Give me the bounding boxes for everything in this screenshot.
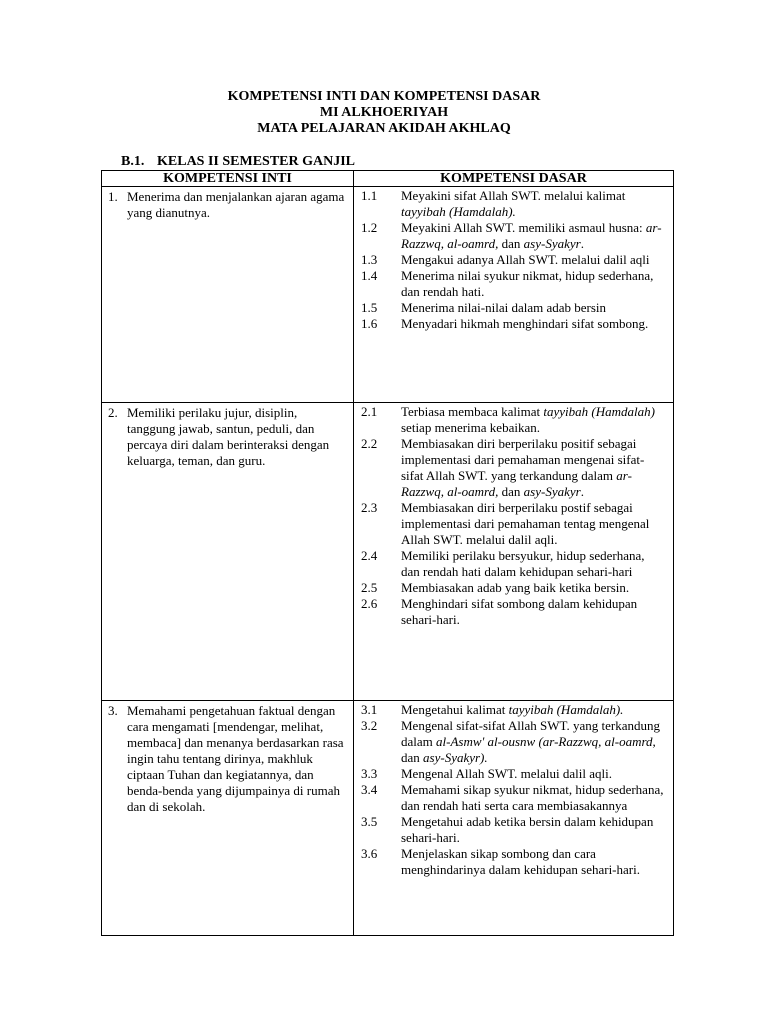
kd-item <box>361 436 665 500</box>
kd-number: 1.6 <box>361 316 378 331</box>
kd-text <box>401 846 665 878</box>
kd-list <box>354 701 673 881</box>
kompetensi-inti-item <box>102 701 353 815</box>
kd-text-run: Mengetahui adab ketika bersin dalam kehidupan sehari-hari. <box>401 814 654 845</box>
kd-text <box>401 766 665 782</box>
kd-text-run: dan <box>498 484 524 499</box>
kd-text-run: dan <box>498 236 524 251</box>
kd-item <box>361 500 665 548</box>
kd-number: 2.4 <box>361 548 378 563</box>
kd-text-run: Menjelaskan sikap sombong dan cara menghindarinya dalam kehidupan sehari-hari. <box>401 846 640 877</box>
kd-number: 1.3 <box>361 252 378 267</box>
ki-text: Memiliki perilaku jujur, disiplin, tanggung jawab, santun, peduli, dan percaya diri dalam berinteraksi dengan keluarga, teman, dan guru. <box>127 405 330 468</box>
kompetensi-dasar-cell <box>354 403 674 701</box>
kd-item <box>361 220 665 252</box>
kd-text <box>401 596 665 628</box>
table-row <box>102 403 674 701</box>
section-title: KELAS II SEMESTER GANJIL <box>157 154 356 169</box>
ki-number: 3. <box>108 703 118 718</box>
doc-title-line-1: KOMPETENSI INTI DAN KOMPETENSI DASAR <box>227 89 541 104</box>
kd-text-italic: ar-Razzwq, al-oamrd, <box>401 468 632 499</box>
ki-number: 1. <box>108 189 118 204</box>
header-kompetensi-inti: KOMPETENSI INTI <box>102 171 354 187</box>
kd-text <box>401 500 665 548</box>
kd-text-run: Membiasakan diri berperilaku postif sebagai implementasi dari pemahaman tentag mengenal Allah SWT. melalui dalil aqli. <box>401 500 650 547</box>
kd-item <box>361 718 665 766</box>
kd-text-italic: tayyibah (Hamdalah). <box>401 204 516 219</box>
kd-text <box>401 782 665 814</box>
kd-item <box>361 702 665 718</box>
kd-list <box>354 403 673 631</box>
kd-text <box>401 220 665 252</box>
doc-title-line-2: MI ALKHOERIYAH <box>319 105 449 120</box>
kompetensi-inti-cell <box>102 701 354 936</box>
kompetensi-dasar-cell <box>354 187 674 403</box>
kd-text <box>401 188 665 220</box>
kd-text-run: Mengenal sifat-sifat Allah SWT. yang terkandung dalam <box>401 718 660 749</box>
section-number: B.1. <box>121 154 145 169</box>
kd-number: 3.3 <box>361 766 378 781</box>
table-row <box>102 701 674 936</box>
kd-number: 3.1 <box>361 702 378 717</box>
kd-text-run: Meyakini Allah SWT. memiliki asmaul husna: <box>401 220 646 235</box>
kd-text-italic: al-Asmw' al-ousnw (ar-Razzwq, al-oamrd, <box>436 734 656 749</box>
kd-number: 3.5 <box>361 814 378 829</box>
kompetensi-inti-cell <box>102 187 354 403</box>
kd-number: 2.6 <box>361 596 378 611</box>
kd-text-run: . <box>580 484 584 499</box>
kd-number: 1.1 <box>361 188 378 203</box>
kd-text-run: setiap menerima kebaikan. <box>401 420 540 435</box>
kd-text-italic: ar-Razzwq, al-oamrd, <box>401 220 662 251</box>
kd-number: 2.2 <box>361 436 378 451</box>
kd-text-run: Mengetahui kalimat <box>401 702 509 717</box>
kd-list <box>354 187 673 335</box>
section-heading <box>121 154 355 170</box>
kompetensi-inti-item <box>102 403 353 469</box>
kd-item <box>361 814 665 846</box>
kd-number: 2.1 <box>361 404 378 419</box>
kd-number: 1.5 <box>361 300 378 315</box>
kd-text-italic: tayyibah (Hamdalah). <box>508 702 624 717</box>
kd-number: 3.6 <box>361 846 378 861</box>
kd-text <box>401 300 665 316</box>
kd-text-run: Memiliki perilaku bersyukur, hidup sederhana, dan rendah hati dalam kehidupan sehari-hari <box>401 548 645 579</box>
kd-item <box>361 596 665 628</box>
kd-number: 1.4 <box>361 268 378 283</box>
kd-item <box>361 766 665 782</box>
kd-number: 3.2 <box>361 718 378 733</box>
kd-item <box>361 548 665 580</box>
kd-text-run: Memahami sikap syukur nikmat, hidup sederhana, dan rendah hati serta cara membiasakannya <box>401 782 664 813</box>
kd-text-run: Menerima nilai-nilai dalam adab bersin <box>401 300 607 315</box>
kd-item <box>361 782 665 814</box>
kd-item <box>361 188 665 220</box>
ki-number: 2. <box>108 405 118 420</box>
kompetensi-inti-cell <box>102 403 354 701</box>
kd-text <box>401 702 665 718</box>
kd-text <box>401 316 665 332</box>
table-header-row <box>102 171 674 187</box>
table-row <box>102 187 674 403</box>
kd-text-italic: tayyibah (Hamdalah) <box>543 404 655 419</box>
kd-text-run: . <box>580 236 584 251</box>
kd-text-run: Mengakui adanya Allah SWT. melalui dalil aqli <box>401 252 650 267</box>
competency-table <box>101 170 674 936</box>
kd-item <box>361 316 665 332</box>
kd-text-run: Meyakini sifat Allah SWT. melalui kalimat <box>401 188 626 203</box>
kd-number: 2.5 <box>361 580 378 595</box>
kd-text-run: Membiasakan adab yang baik ketika bersin. <box>401 580 630 595</box>
kd-text-italic: asy-Syakyr). <box>423 750 488 765</box>
kd-item <box>361 300 665 316</box>
kd-item <box>361 580 665 596</box>
kd-text <box>401 404 665 436</box>
ki-text: Memahami pengetahuan faktual dengan cara mengamati [mendengar, melihat, membaca] dan menanya berdasarkan rasa ingin tahu tentang dirinya, makhluk ciptaan Tuhan dan kegiatannya, dan benda-benda yang dijumpainya di rumah dan di sekolah. <box>127 703 344 814</box>
kd-text-run: Membiasakan diri berperilaku positif sebagai implementasi dari pemahaman mengenai sifat-sifat Allah SWT. yang terkandung dalam <box>401 436 645 483</box>
kd-text-run: dan <box>401 750 424 765</box>
kd-item <box>361 404 665 436</box>
header-kompetensi-dasar: KOMPETENSI DASAR <box>354 171 674 187</box>
kd-item <box>361 846 665 878</box>
kd-text <box>401 718 665 766</box>
kd-text-run: Menerima nilai syukur nikmat, hidup sederhana, dan rendah hati. <box>401 268 654 299</box>
kd-text <box>401 580 665 596</box>
kd-text <box>401 268 665 300</box>
kd-text-italic: asy-Syakyr <box>523 236 581 251</box>
kd-item <box>361 252 665 268</box>
kd-number: 2.3 <box>361 500 378 515</box>
kd-item <box>361 268 665 300</box>
kd-text-run: Mengenal Allah SWT. melalui dalil aqli. <box>401 766 612 781</box>
kd-text <box>401 252 665 268</box>
doc-title-line-3: MATA PELAJARAN AKIDAH AKHLAQ <box>257 121 511 136</box>
kd-number: 1.2 <box>361 220 378 235</box>
kd-text-run: Terbiasa membaca kalimat <box>401 404 544 419</box>
kd-text-run: Menyadari hikmah menghindari sifat sombong. <box>401 316 649 331</box>
kompetensi-inti-item <box>102 187 353 221</box>
kd-text <box>401 436 665 500</box>
kompetensi-dasar-cell <box>354 701 674 936</box>
kd-text-run: Menghindari sifat sombong dalam kehidupan sehari-hari. <box>401 596 638 627</box>
kd-number: 3.4 <box>361 782 378 797</box>
ki-text: Menerima dan menjalankan ajaran agama yang dianutnya. <box>127 189 345 220</box>
kd-text <box>401 814 665 846</box>
kd-text-italic: asy-Syakyr <box>523 484 581 499</box>
kd-text <box>401 548 665 580</box>
